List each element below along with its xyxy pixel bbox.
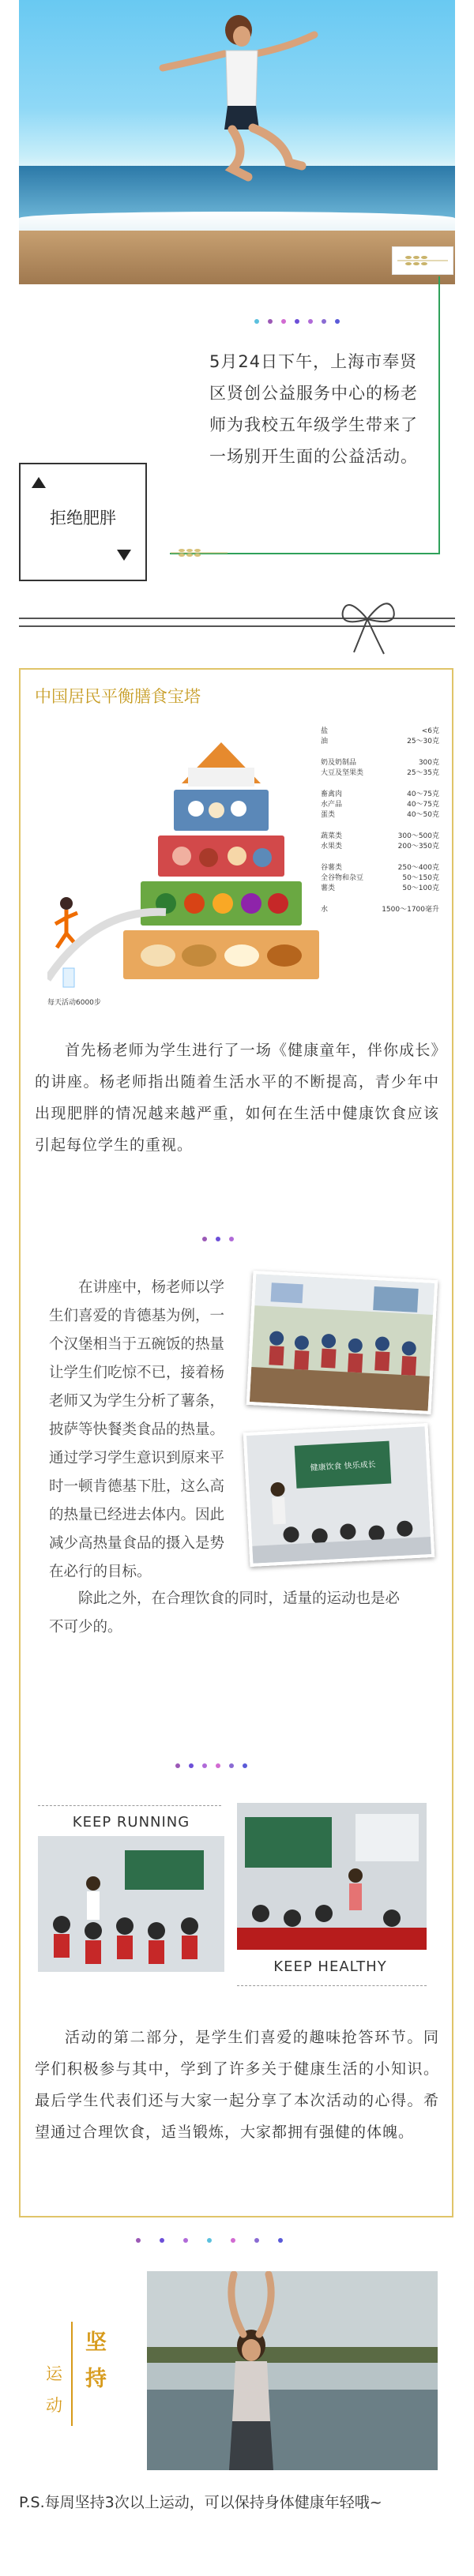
dot-2	[189, 1763, 194, 1768]
triangle-down-icon	[117, 550, 131, 561]
legend-row: 全谷物和杂豆 50～150克	[321, 874, 439, 882]
dot-4	[207, 2238, 212, 2243]
yoga-woman-photo	[147, 2271, 438, 2470]
keep-healthy-line	[237, 1985, 427, 1986]
dot-3	[183, 2238, 188, 2243]
dot-7	[335, 319, 340, 324]
paragraph-exercise-note: 除此之外，在合理饮食的同时，适量的运动也是必不可少的。	[49, 1590, 401, 1635]
dot-1	[175, 1763, 180, 1768]
dot-2	[216, 1237, 220, 1241]
hero-corner-tag	[392, 246, 453, 275]
paragraph-quiz: 活动的第二部分，是学生们喜爱的趣味抢答环节。同学们积极参与其中，学到了许多关于健康生活的小知识。最后学生代表们还与大家一起分享了本次活动的心得。希望通过合理饮食，适当锻炼，大家都拥有强健的体魄。	[35, 2029, 439, 2141]
legend-row: 大豆及坚果类 25～35克	[321, 769, 439, 777]
pyramid-legend	[321, 727, 439, 915]
board-text: 健康饮食 快乐成长	[310, 1460, 376, 1473]
dot-4	[295, 319, 299, 324]
legend-row: 蛋类 40～50克	[321, 811, 439, 819]
decorative-dots	[202, 1237, 234, 1241]
sport-big-char-2: 持	[85, 2367, 107, 2391]
dot-1	[202, 1237, 207, 1241]
legend-row: 水 1500～1700毫升	[321, 906, 439, 914]
legend-row: 油 25～30克	[321, 738, 439, 745]
pyramid-caption: 每天活动6000步	[47, 999, 101, 1007]
wheat-ornament-icon	[393, 247, 453, 274]
legend-row: 畜禽肉 40～75克	[321, 790, 439, 798]
bow-icon	[332, 588, 403, 659]
legend-row: 奶及奶制品 300克	[321, 759, 439, 767]
triangle-up-icon	[32, 477, 46, 488]
pyramid-title: 中国居民平衡膳食宝塔	[35, 687, 201, 706]
intro-text: 5月24日下午，上海市奉贤区贤创公益服务中心的杨老师为我校五年级学生带来了一场别开生面的公益活动。	[209, 352, 418, 466]
dot-5	[229, 1763, 234, 1768]
legend-row: 薯类 50～100克	[321, 884, 439, 892]
sport-big-char-1: 坚	[85, 2330, 107, 2355]
wheat-ornament-icon	[167, 546, 231, 559]
ps-note: P.S.每周坚持3次以上运动，可以保持身体健康年轻哦~	[19, 2494, 382, 2511]
legend-row: 水果类 200～350克	[321, 843, 439, 851]
dot-6	[254, 2238, 259, 2243]
legend-row: 盐 <6克	[321, 727, 439, 735]
paragraph-lecture-intro: 首先杨老师为学生进行了一场《健康童年，伴你成长》的讲座。杨老师指出随着生活水平的不断提高，青少年中出现肥胖的情况越来越严重，如何在生活中健康饮食应该引起每位学生的重视。	[35, 1042, 439, 1154]
dot-2	[160, 2238, 164, 2243]
keep-healthy-label: KEEP HEALTHY	[273, 1958, 387, 1975]
hero-photo	[19, 0, 455, 284]
dot-6	[243, 1763, 247, 1768]
sport-small-char-2: 动	[46, 2396, 62, 2415]
side-tag-label: 拒绝肥胖	[50, 509, 116, 528]
dot-3	[281, 319, 286, 324]
dot-2	[268, 319, 273, 324]
decorative-dots	[136, 2238, 283, 2243]
classroom-photo-1	[246, 1271, 438, 1414]
keep-running-label: KEEP RUNNING	[72, 1814, 190, 1831]
dot-3	[202, 1763, 207, 1768]
decorative-dots	[254, 319, 340, 324]
dot-3	[229, 1237, 234, 1241]
classroom-photo-4	[237, 1803, 427, 1950]
legend-row: 谷薯类 250～400克	[321, 864, 439, 872]
dot-1	[136, 2238, 141, 2243]
keep-running-line	[38, 1805, 221, 1806]
classroom-photo-3	[38, 1836, 224, 1972]
dot-4	[216, 1763, 220, 1768]
jumping-woman-illustration	[145, 6, 335, 196]
classroom-photo-2	[243, 1423, 435, 1567]
paragraph-lecture-detail: 在讲座中，杨老师以学生们喜爱的肯德基为例，一个汉堡相当于五碗饭的热量让学生们吃惊不已，接着杨老师又为学生分析了薯条，披萨等快餐类食品的热量。通过学习学生意识到原来平时一顿肯德基下肚，这么高的热量已经进去体内。因此减少高热量食品的摄入是势在必行的目标。	[49, 1279, 225, 1580]
dot-5	[308, 319, 313, 324]
dot-5	[231, 2238, 235, 2243]
sport-small-char-1: 运	[46, 2364, 62, 2383]
decorative-dots	[175, 1763, 247, 1768]
dot-6	[322, 319, 326, 324]
legend-row: 水产品 40～75克	[321, 801, 439, 809]
dot-1	[254, 319, 259, 324]
legend-row: 蔬菜类 300～500克	[321, 832, 439, 840]
sport-divider-line	[71, 2322, 73, 2426]
dot-7	[278, 2238, 283, 2243]
